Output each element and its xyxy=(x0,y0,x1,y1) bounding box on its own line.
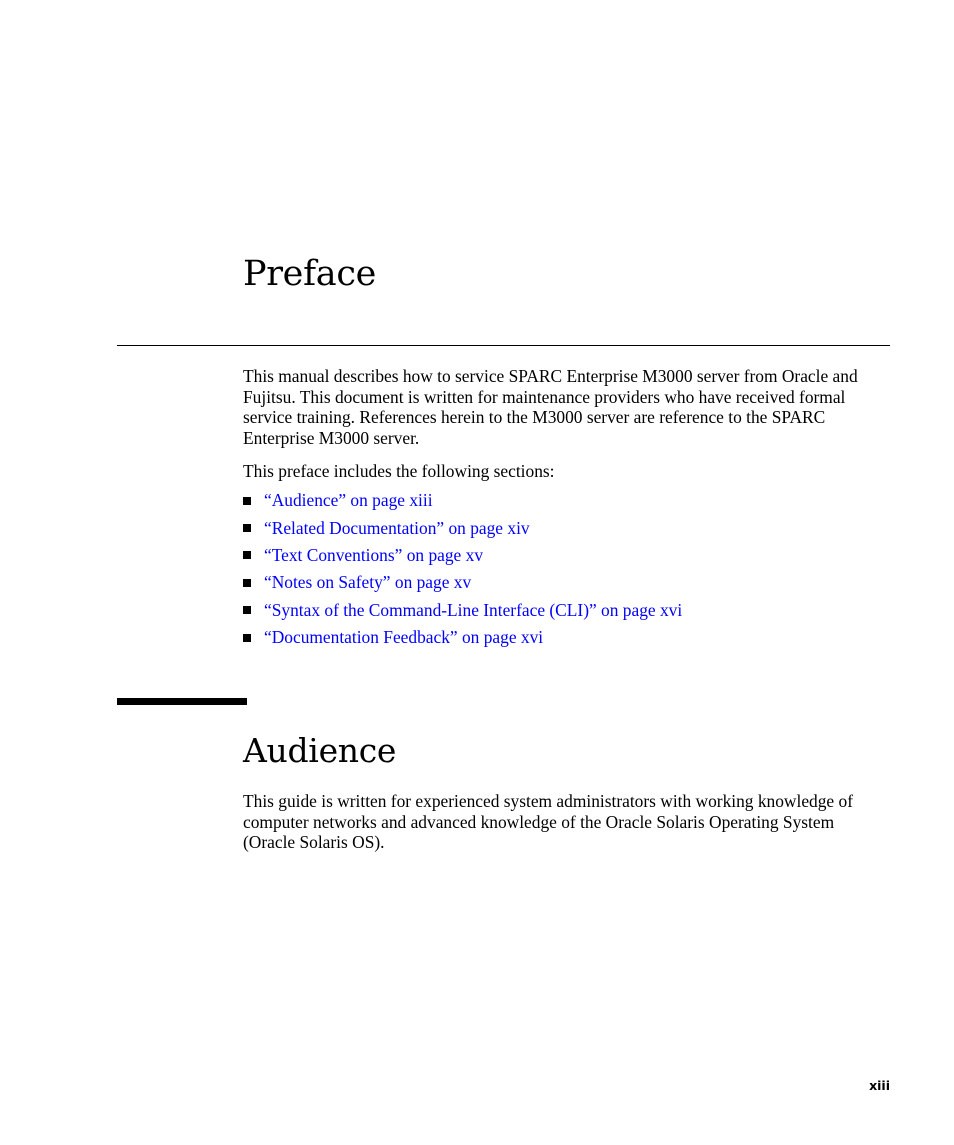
link-text-conventions[interactable]: “Text Conventions” on page xv xyxy=(264,544,484,565)
audience-paragraph: This guide is written for experienced system administrators with working knowledge of computer networks and advanced knowledge of the Oracle Solaris Operating System (Oracle Solaris OS). xyxy=(243,791,853,852)
square-bullet-icon xyxy=(243,634,251,642)
square-bullet-icon xyxy=(243,524,251,532)
intro-paragraph: This manual describes how to service SPARC Enterprise M3000 server from Oracle and Fujitsu. This document is written for maintenance providers who have received formal service training. References herein to the M3000 server are reference to the SPARC Enterprise M3000 server. xyxy=(243,366,858,448)
square-bullet-icon xyxy=(243,579,251,587)
page-number: xiii xyxy=(869,1078,890,1093)
list-item xyxy=(243,569,682,596)
list-item xyxy=(243,487,682,514)
link-documentation-feedback[interactable]: “Documentation Feedback” on page xvi xyxy=(264,627,544,648)
link-audience[interactable]: “Audience” on page xiii xyxy=(264,490,433,511)
square-bullet-icon xyxy=(243,606,251,614)
title-divider xyxy=(117,345,890,346)
chapter-title: Preface xyxy=(243,254,377,294)
section-list xyxy=(243,487,682,651)
sections-lead: This preface includes the following sections: xyxy=(243,461,555,481)
section-marker-bar xyxy=(117,698,247,705)
list-item xyxy=(243,597,682,624)
square-bullet-icon xyxy=(243,497,251,505)
list-item xyxy=(243,514,682,541)
list-item xyxy=(243,624,682,651)
link-notes-on-safety[interactable]: “Notes on Safety” on page xv xyxy=(264,572,472,593)
section-title-audience: Audience xyxy=(243,731,397,770)
list-item xyxy=(243,542,682,569)
square-bullet-icon xyxy=(243,551,251,559)
link-related-documentation[interactable]: “Related Documentation” on page xiv xyxy=(264,517,530,538)
link-cli-syntax[interactable]: “Syntax of the Command-Line Interface (CLI)” on page xvi xyxy=(264,599,683,620)
